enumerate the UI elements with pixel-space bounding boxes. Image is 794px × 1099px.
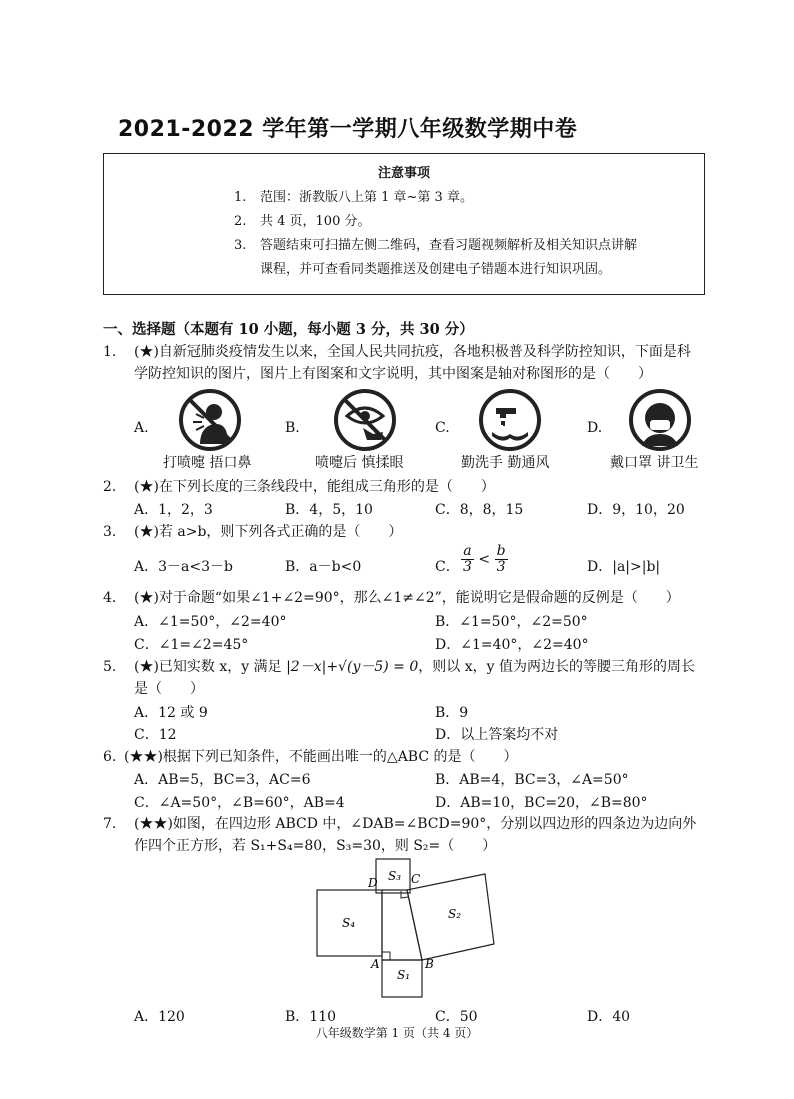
q6-option-d: D．AB=10，BC=20，∠B=80° [435, 795, 648, 811]
q2-option-d: D．9，10，20 [587, 502, 685, 518]
q1-option-a-label: A. [134, 420, 149, 436]
q5-stem-line2: 是（ ） [134, 681, 204, 697]
q6-option-a: A．AB=5，BC=3，AC=6 [134, 772, 311, 788]
q1-option-d-caption: 戴口罩 讲卫生 [610, 455, 699, 471]
q6-number: 6. [103, 749, 117, 765]
q3-option-c-label: C． [435, 559, 460, 575]
q3-stem: (★)若 a>b，则下列各式正确的是（ ） [134, 524, 403, 540]
q1-stem-line1: (★)自新冠肺炎疫情发生以来，全国人民共同抗疫，各地积极普及科学防控知识，下面是科 [134, 344, 691, 360]
q7-option-d: D．40 [587, 1009, 631, 1025]
q3-option-d: D．|a|>|b| [587, 559, 661, 575]
wear-mask-icon [628, 388, 692, 452]
label-s1: S₁ [397, 968, 411, 982]
sneeze-icon [178, 388, 242, 452]
q6-option-b: B．AB=4，BC=3，∠A=50° [435, 772, 629, 788]
q5-number: 5. [103, 659, 117, 675]
q4-option-d: D．∠1=40°，∠2=40° [435, 637, 589, 653]
q3-option-a: A．3－a<3－b [134, 559, 233, 575]
q5-stem-line1: (★)已知实数 x，y 满足 |2－x|+√(y－5) = 0，则以 x，y 值为两边长的等腰三角形的周长 [134, 659, 695, 675]
q6-option-c: C．∠A=50°，∠B=60°，AB=4 [134, 795, 345, 811]
q1-number: 1. [103, 344, 117, 360]
q4-option-b: B．∠1=50°，∠2=50° [435, 614, 588, 630]
q3-number: 3. [103, 524, 117, 540]
q7-figure [310, 856, 510, 1001]
label-s3: S₃ [388, 869, 402, 883]
q6-stem: (★★)根据下列已知条件，不能画出唯一的△ABC 的是（ ） [124, 749, 518, 765]
notice-item: 1. 范围：浙教版八上第 1 章~第 3 章。 [234, 190, 473, 205]
notice-heading: 注意事项 [377, 166, 430, 181]
q2-number: 2. [103, 479, 117, 495]
q4-option-a: A．∠1=50°，∠2=40° [134, 614, 287, 630]
notice-item: 课程，并可查看同类题推送及创建电子错题本进行知识巩固。 [260, 262, 612, 277]
q5-option-b: B．9 [435, 705, 469, 721]
label-s4: S₄ [342, 916, 356, 930]
label-b: B [425, 957, 434, 971]
page-title: 2021-2022 学年第一学期八年级数学期中卷 [118, 117, 578, 142]
q1-option-d-label: D. [587, 420, 603, 436]
q3-option-b: B．a－b<0 [285, 559, 362, 575]
q5-option-c: C．12 [134, 727, 177, 743]
q2-option-a: A．1，2，3 [134, 502, 213, 518]
q1-option-b-caption: 喷嚏后 慎揉眼 [315, 455, 404, 471]
q4-option-c: C．∠1=∠2=45° [134, 637, 249, 653]
notice-item: 2. 共 4 页，100 分。 [234, 214, 371, 229]
label-a: A [371, 957, 380, 971]
q5-formula: |2－x|+√(y－5) = 0 [286, 659, 419, 675]
q2-option-b: B．4，5，10 [285, 502, 373, 518]
q3-option-c-formula: $\frac{a}{3}$ < $\frac{b}{3}$ [463, 543, 506, 575]
wash-hands-icon [478, 388, 542, 452]
q5-option-d: D．以上答案均不对 [435, 727, 559, 743]
q1-option-a-caption: 打喷嚏 捂口鼻 [163, 455, 252, 471]
q1-option-c-caption: 勤洗手 勤通风 [461, 455, 550, 471]
q1-stem-line2: 学防控知识的图片，图片上有图案和文字说明，其中图案是轴对称图形的是（ ） [134, 366, 652, 382]
q7-option-b: B．110 [285, 1009, 337, 1025]
label-s2: S₂ [448, 907, 462, 921]
notice-box [103, 153, 705, 295]
q2-option-c: C．8，8，15 [435, 502, 524, 518]
q1-option-b-label: B. [285, 420, 300, 436]
q7-number: 7. [103, 816, 117, 832]
no-eye-rub-icon [333, 388, 397, 452]
q7-stem-line1: (★★)如图，在四边形 ABCD 中，∠DAB=∠BCD=90°，分别以四边形的四条边为边向外 [134, 816, 697, 832]
label-c: C [411, 872, 421, 886]
q5-option-a: A．12 或 9 [134, 705, 208, 721]
section-heading: 一、选择题（本题有 10 小题，每小题 3 分，共 30 分） [103, 321, 474, 338]
q7-option-c: C．50 [435, 1009, 478, 1025]
label-d: D [368, 876, 378, 890]
q1-option-c-label: C. [435, 420, 450, 436]
q2-stem: (★)在下列长度的三条线段中，能组成三角形的是（ ） [134, 479, 495, 495]
q4-number: 4. [103, 590, 117, 606]
q7-stem-line2: 作四个正方形，若 S₁+S₄=80，S₃=30，则 S₂=（ ） [134, 838, 497, 854]
q4-stem: (★)对于命题“如果∠1+∠2=90°，那么∠1≠∠2”，能说明它是假命题的反例是（ ） [134, 590, 680, 606]
q7-option-a: A．120 [134, 1009, 185, 1025]
page-footer: 八年级数学第 1 页（共 4 页） [315, 1026, 479, 1040]
notice-item: 3. 答题结束可扫描左侧二维码，查看习题视频解析及相关知识点讲解 [234, 238, 638, 253]
